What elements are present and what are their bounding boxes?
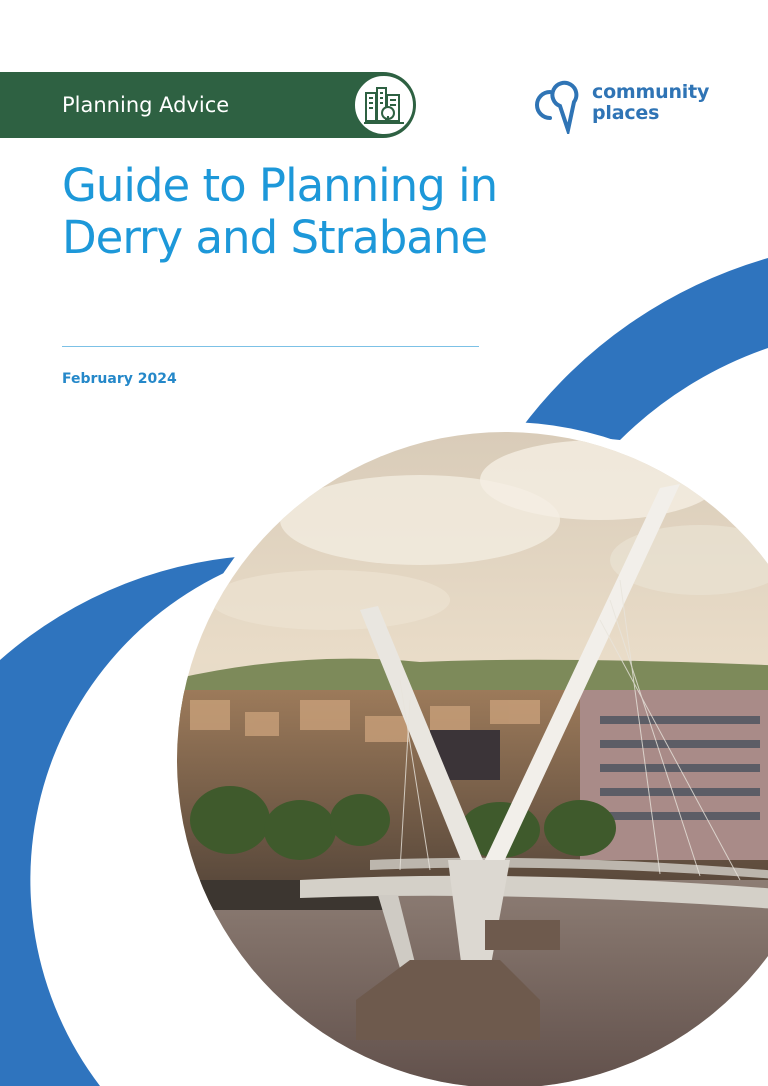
banner-icon-badge [353, 74, 415, 136]
community-places-logo [528, 78, 728, 134]
logo-line-2: places [592, 102, 660, 124]
title-line-2: Derry and Strabane [62, 211, 488, 264]
speech-location-logo-icon [528, 78, 584, 134]
banner-label: Planning Advice [62, 93, 230, 117]
document-title [62, 160, 582, 264]
city-buildings-tree-icon [363, 85, 405, 125]
title-line-1: Guide to Planning in [62, 159, 498, 212]
logo-line-1: community [592, 81, 710, 103]
title-divider [62, 346, 479, 347]
publication-date: February 2024 [62, 371, 177, 387]
